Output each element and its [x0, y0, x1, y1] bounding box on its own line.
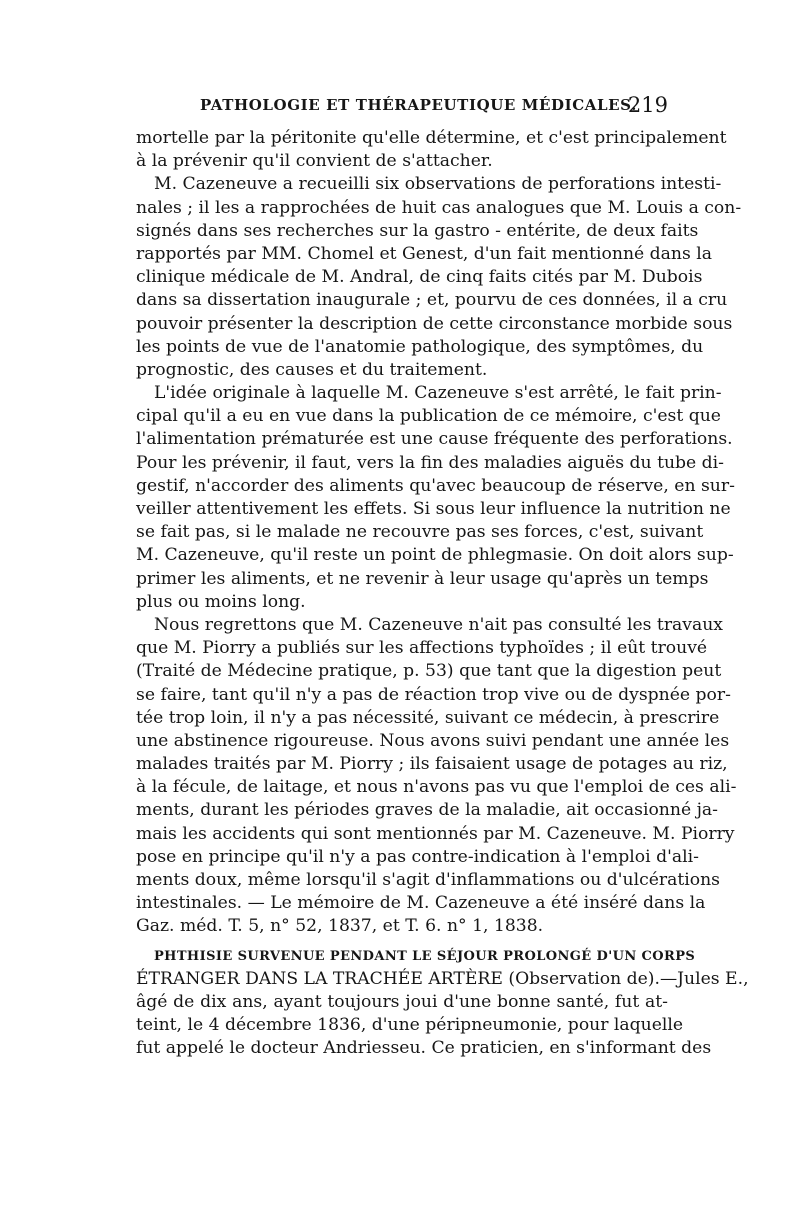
text-line: pose en principe qu'il n'y a pas contre-indication à l'emploi d'ali-	[136, 846, 699, 867]
text-line: à la prévenir qu'il convient de s'attacher.	[136, 151, 493, 172]
text-line: prognostic, des causes et du traitement.	[136, 359, 488, 380]
text-line: une abstinence rigoureuse. Nous avons suivi pendant une année les	[136, 730, 730, 751]
text-line: Gaz. méd. T. 5, n° 52, 1837, et T. 6. n° 1, 1838.	[136, 916, 544, 937]
text-line: les points de vue de l'anatomie pathologique, des symptômes, du	[136, 336, 704, 357]
text-line: teint, le 4 décembre 1836, d'une péripneumonie, pour laquelle	[136, 1015, 684, 1036]
text-line: mortelle par la péritonite qu'elle détermine, et c'est principalement	[136, 128, 727, 148]
text-line: dans sa dissertation inaugurale ; et, pourvu de ces données, il a cru	[136, 290, 728, 311]
running-head	[136, 95, 668, 119]
text-line: nales ; il les a rapprochées de huit cas analogues que M. Louis a con-	[136, 197, 742, 218]
text-line: primer les aliments, et ne revenir à leur usage qu'après un temps	[136, 568, 709, 589]
text-line: se fait pas, si le malade ne recouvre pas ses forces, c'est, suivant	[136, 522, 704, 543]
text-line: ments, durant les périodes graves de la maladie, ait occasionné ja-	[136, 800, 718, 821]
text-line: se faire, tant qu'il n'y a pas de réaction trop vive ou de dyspnée por-	[136, 684, 731, 705]
text-line: fut appelé le docteur Andriesseu. Ce praticien, en s'informant des	[136, 1038, 712, 1059]
text-line: M. Cazeneuve, qu'il reste un point de phlegmasie. On doit alors sup-	[136, 545, 734, 566]
text-line: Nous regrettons que M. Cazeneuve n'ait pas consulté les travaux	[154, 614, 724, 635]
text-line: pouvoir présenter la description de cette circonstance morbide sous	[136, 313, 733, 334]
text-line: ÉTRANGER DANS LA TRACHÉE ARTÈRE (Observation de).—Jules E.,	[136, 968, 749, 989]
text-line: mais les accidents qui sont mentionnés par M. Cazeneuve. M. Piorry	[136, 823, 735, 844]
text-line: intestinales. — Le mémoire de M. Cazeneuve a été inséré dans la	[136, 893, 706, 914]
text-line: Pour les prévenir, il faut, vers la fin des maladies aiguës du tube di-	[136, 452, 724, 473]
text-line: plus ou moins long.	[136, 591, 306, 612]
text-line: à la fécule, de laitage, et nous n'avons pas vu que l'emploi de ces ali-	[136, 777, 737, 798]
text-line: M. Cazeneuve a recueilli six observations de perforations intesti-	[154, 174, 722, 195]
text-line: cipal qu'il a eu en vue dans la publication de ce mémoire, c'est que	[136, 406, 721, 427]
text-line: signés dans ses recherches sur la gastro - entérite, de deux faits	[136, 220, 699, 241]
text-line: (Traité de Médecine pratique, p. 53) que tant que la digestion peut	[136, 661, 722, 682]
running-title: PATHOLOGIE ET THÉRAPEUTIQUE MÉDICALES.	[200, 96, 637, 114]
page-number: 219	[627, 93, 668, 117]
text-line: tée trop loin, il n'y a pas nécessité, suivant ce médecin, à prescrire	[136, 707, 720, 728]
text-line: clinique médicale de M. Andral, de cinq faits cités par M. Dubois	[136, 267, 703, 288]
text-line: L'idée originale à laquelle M. Cazeneuve s'est arrêté, le fait prin-	[154, 383, 722, 404]
text-line: veiller attentivement les effets. Si sous leur influence la nutrition ne	[136, 499, 731, 519]
text-line: âgé de dix ans, ayant toujours joui d'une bonne santé, fut at-	[136, 991, 668, 1012]
text-line: rapportés par MM. Chomel et Genest, d'un fait mentionné dans la	[136, 243, 712, 264]
text-line: l'alimentation prématurée est une cause fréquente des perforations.	[136, 429, 733, 450]
text-line: malades traités par M. Piorry ; ils faisaient usage de potages au riz,	[136, 754, 728, 775]
section-heading: PHTHISIE SURVENUE PENDANT LE SÉJOUR PROLONGÉ D'UN CORPS	[154, 948, 696, 964]
text-line: ments doux, même lorsqu'il s'agit d'inflammations ou d'ulcérations	[136, 870, 720, 890]
text-line: gestif, n'accorder des aliments qu'avec beaucoup de réserve, en sur-	[136, 475, 735, 496]
text-line: que M. Piorry a publiés sur les affections typhoïdes ; il eût trouvé	[136, 638, 708, 659]
text-body	[136, 127, 749, 1061]
